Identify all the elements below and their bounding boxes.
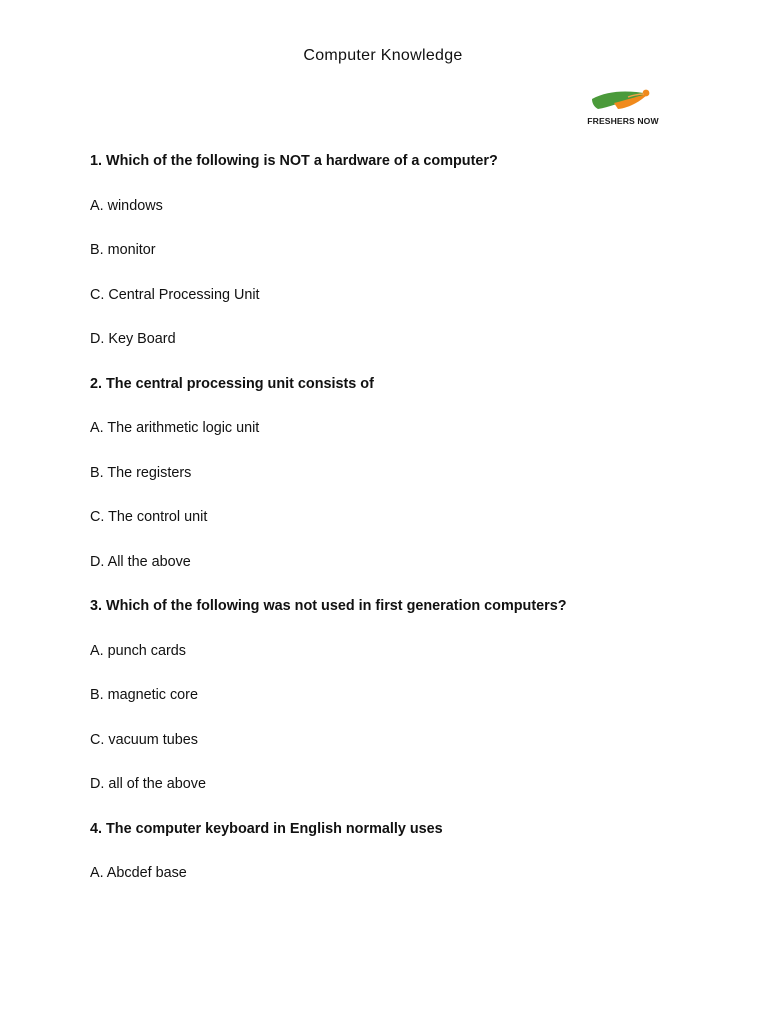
question-2-option-a: A. The arithmetic logic unit: [90, 420, 260, 436]
question-3-option-b: B. magnetic core: [90, 687, 198, 703]
question-1-option-d: D. Key Board: [90, 331, 176, 347]
question-2: 2. The central processing unit consists of: [90, 375, 374, 392]
question-4-option-a: A. Abcdef base: [90, 865, 187, 881]
freshers-now-logo: [568, 80, 672, 140]
question-1-option-c: C. Central Processing Unit: [90, 286, 260, 303]
page-title: Computer Knowledge: [303, 47, 463, 64]
question-3-option-d: D. all of the above: [90, 776, 206, 792]
question-3-option-c: C. vacuum tubes: [90, 731, 198, 748]
question-2-option-d: D. All the above: [90, 553, 191, 570]
question-3: 3. Which of the following was not used in first generation computers?: [90, 598, 567, 614]
question-1-option-a: A. windows: [90, 197, 163, 214]
logo-text: FRESHERS NOW: [587, 116, 659, 126]
question-3-option-a: A. punch cards: [90, 642, 186, 659]
leaf-swoosh-icon: [568, 80, 672, 120]
question-2-option-b: B. The registers: [90, 464, 192, 481]
question-1-option-b: B. monitor: [90, 242, 156, 258]
quiz-content: [90, 150, 730, 907]
question-1: 1. Which of the following is NOT a hardware of a computer?: [90, 153, 498, 169]
question-2-option-c: C. The control unit: [90, 509, 208, 525]
question-4: 4. The computer keyboard in English normally uses: [90, 820, 443, 837]
